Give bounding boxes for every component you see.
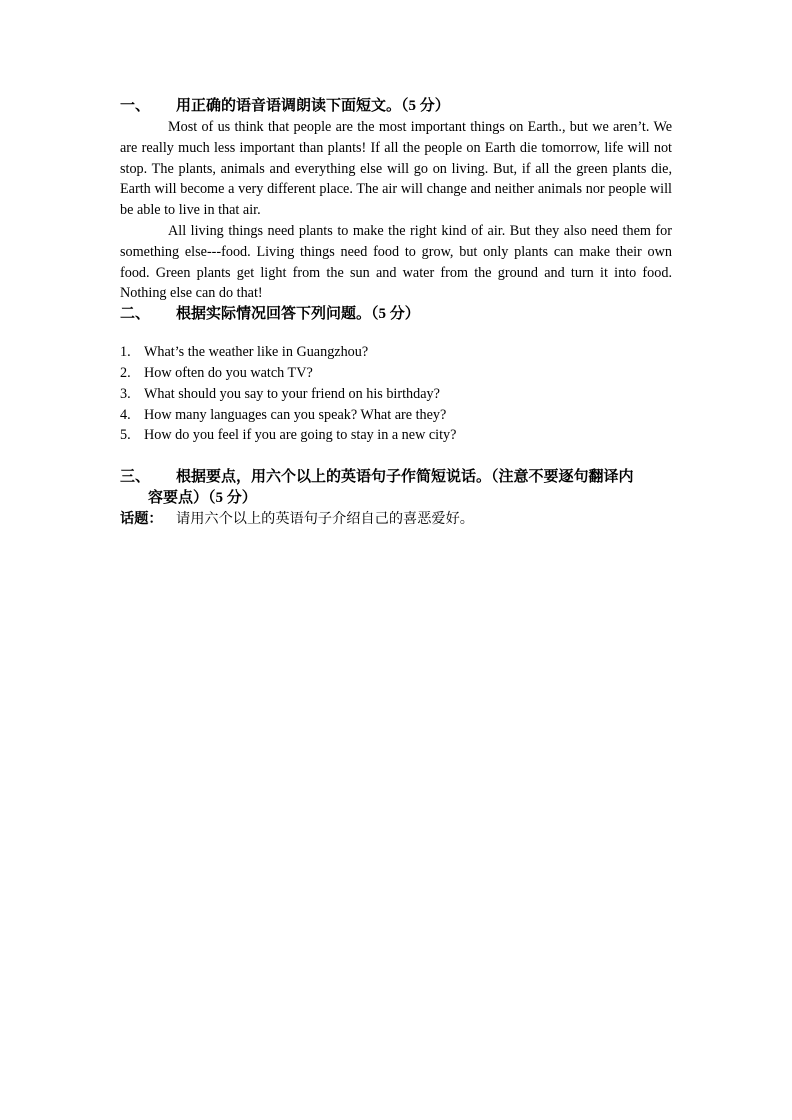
topic-label: 话题： [120, 511, 163, 528]
section-3-title-line1: 根据要点，用六个以上的英语句子作简短说话。（注意不要逐句翻译内 [176, 469, 634, 486]
question-item [120, 405, 672, 426]
exam-page [120, 96, 672, 530]
question-text: What should you say to your friend on his birthday? [144, 385, 440, 402]
section-2-heading [120, 304, 672, 325]
question-number: 3. [120, 385, 131, 402]
question-item [120, 363, 672, 384]
section-3-number: 三、 [120, 469, 151, 486]
section-2-title: 根据实际情况回答下列问题。（5 分） [176, 306, 420, 323]
question-item [120, 342, 672, 363]
question-text: How many languages can you speak? What are they? [144, 406, 447, 423]
question-text: What’s the weather like in Guangzhou? [144, 344, 369, 361]
question-text: How often do you watch TV? [144, 364, 313, 381]
question-item [120, 425, 672, 446]
section-3-heading [120, 467, 672, 488]
section-3-title-line2: 容要点）（5 分） [148, 490, 257, 507]
question-number: 5. [120, 427, 131, 444]
question-number: 1. [120, 344, 131, 361]
section-1-heading [120, 96, 672, 117]
question-text: How do you feel if you are going to stay in a new city? [144, 427, 457, 444]
section-1-title: 用正确的语音语调朗读下面短文。（5 分） [176, 98, 450, 114]
section-3 [120, 467, 672, 530]
question-number: 4. [120, 406, 131, 423]
topic-text: 请用六个以上的英语句子介绍自己的喜恶爱好。 [176, 511, 474, 528]
question-number: 2. [120, 364, 131, 381]
question-list [120, 342, 672, 446]
section-2-number: 二、 [120, 306, 151, 323]
reading-paragraph-1: Most of us think that people are the most important things on Earth., but we aren’t. We are really much less important than plants! If all the people on Earth die tomorrow, life will not stop. The plants, animals and everything else will go on living. But, if all the green plants die, Earth will become a very different place. The air will change and neither animals nor people will be able to live in that air. [120, 119, 672, 219]
question-item [120, 384, 672, 405]
topic-row [120, 509, 672, 530]
section-1-number: 一、 [120, 98, 151, 114]
reading-paragraph-2: All living things need plants to make the right kind of air. But they also need them for something else---food. Living things need food to grow, but only plants can make their own food. Green plants get light from the sun and water from the ground and turn it into food. Nothing else can do that! [120, 222, 672, 302]
